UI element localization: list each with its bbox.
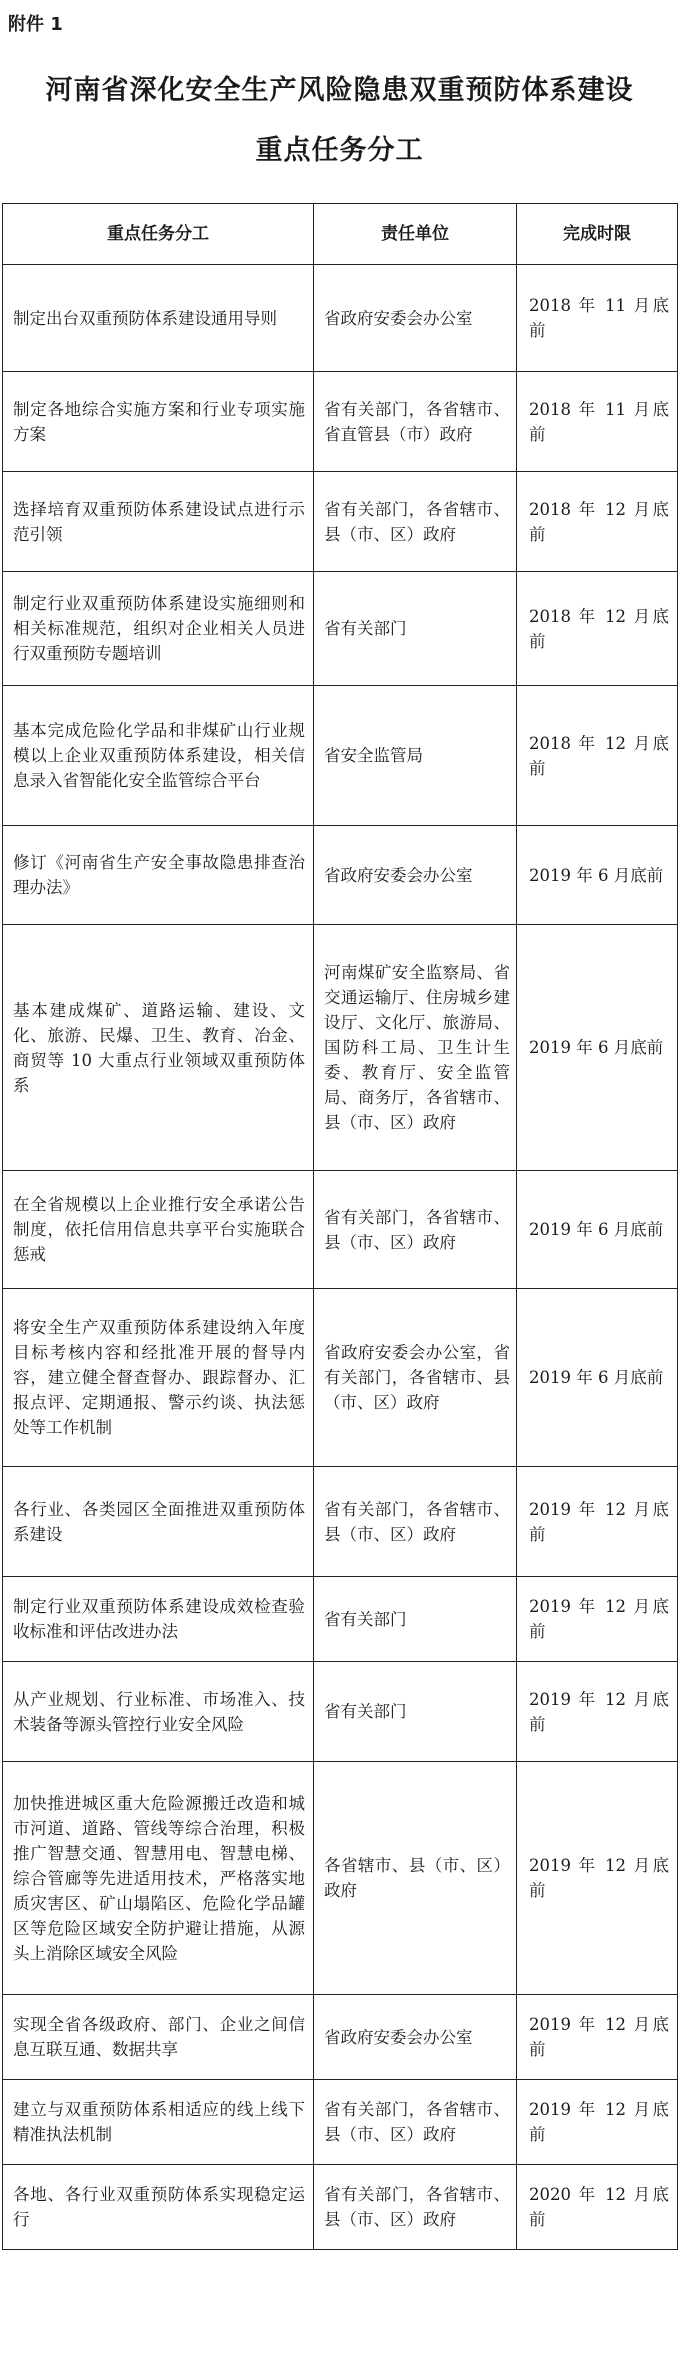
unit-cell: 省政府安委会办公室 bbox=[314, 1995, 517, 2080]
task-cell: 基本建成煤矿、道路运输、建设、文化、旅游、民爆、卫生、教育、冶金、商贸等 10 大重点行业领域双重预防体系 bbox=[3, 925, 314, 1171]
table-row bbox=[3, 1467, 678, 1577]
table-row bbox=[3, 2165, 678, 2250]
deadline-cell: 2019 年 12 月底前 bbox=[517, 1995, 678, 2080]
header-task: 重点任务分工 bbox=[3, 204, 314, 265]
task-cell: 加快推进城区重大危险源搬迁改造和城市河道、道路、管线等综合治理，积极推广智慧交通、智慧用电、智慧电梯、综合管廊等先进适用技术，严格落实地质灾害区、矿山塌陷区、危险化学品罐区等危险区域安全防护避让措施，从源头上消除区域安全风险 bbox=[3, 1762, 314, 1995]
table-row bbox=[3, 372, 678, 472]
table-row bbox=[3, 1662, 678, 1762]
task-cell: 制定各地综合实施方案和行业专项实施方案 bbox=[3, 372, 314, 472]
unit-cell: 省有关部门，各省辖市、县（市、区）政府 bbox=[314, 2165, 517, 2250]
table-row bbox=[3, 686, 678, 826]
document-title-line-1: 河南省深化安全生产风险隐患双重预防体系建设 bbox=[45, 75, 634, 106]
deadline-cell: 2019 年 12 月底前 bbox=[517, 1577, 678, 1662]
deadline-cell: 2020 年 12 月底前 bbox=[517, 2165, 678, 2250]
header-unit: 责任单位 bbox=[314, 204, 517, 265]
task-cell: 制定行业双重预防体系建设实施细则和相关标准规范，组织对企业相关人员进行双重预防专题培训 bbox=[3, 572, 314, 686]
attachment-label: 附件 1 bbox=[8, 14, 63, 35]
unit-cell: 省安全监管局 bbox=[314, 686, 517, 826]
deadline-cell: 2019 年 12 月底前 bbox=[517, 1662, 678, 1762]
table-row bbox=[3, 2080, 678, 2165]
unit-cell: 省政府安委会办公室 bbox=[314, 265, 517, 372]
unit-cell: 省有关部门，各省辖市、县（市、区）政府 bbox=[314, 2080, 517, 2165]
task-cell: 选择培育双重预防体系建设试点进行示范引领 bbox=[3, 472, 314, 572]
unit-cell: 省有关部门，各省辖市、县（市、区）政府 bbox=[314, 472, 517, 572]
table-row bbox=[3, 826, 678, 925]
unit-cell: 省有关部门，各省辖市、县（市、区）政府 bbox=[314, 1171, 517, 1289]
task-cell: 建立与双重预防体系相适应的线上线下精准执法机制 bbox=[3, 2080, 314, 2165]
task-cell: 制定行业双重预防体系建设成效检查验收标准和评估改进办法 bbox=[3, 1577, 314, 1662]
table-row bbox=[3, 265, 678, 372]
task-cell: 实现全省各级政府、部门、企业之间信息互联互通、数据共享 bbox=[3, 1995, 314, 2080]
table-row bbox=[3, 1995, 678, 2080]
table-row bbox=[3, 572, 678, 686]
unit-cell: 省有关部门 bbox=[314, 572, 517, 686]
table-header-row bbox=[3, 204, 678, 265]
table-row bbox=[3, 1577, 678, 1662]
unit-cell: 省有关部门 bbox=[314, 1577, 517, 1662]
deadline-cell: 2019 年 6 月底前 bbox=[517, 1289, 678, 1467]
table-row bbox=[3, 925, 678, 1171]
deadline-cell: 2019 年 6 月底前 bbox=[517, 1171, 678, 1289]
task-cell: 各行业、各类园区全面推进双重预防体系建设 bbox=[3, 1467, 314, 1577]
task-cell: 将安全生产双重预防体系建设纳入年度目标考核内容和经批准开展的督导内容，建立健全督查督办、跟踪督办、汇报点评、定期通报、警示约谈、执法惩处等工作机制 bbox=[3, 1289, 314, 1467]
table-row bbox=[3, 472, 678, 572]
unit-cell: 省政府安委会办公室 bbox=[314, 826, 517, 925]
deadline-cell: 2019 年 12 月底前 bbox=[517, 2080, 678, 2165]
task-cell: 从产业规划、行业标准、市场准入、技术装备等源头管控行业安全风险 bbox=[3, 1662, 314, 1762]
unit-cell: 河南煤矿安全监察局、省交通运输厅、住房城乡建设厅、文化厅、旅游局、国防科工局、卫生计生委、教育厅、安全监管局、商务厅，各省辖市、县（市、区）政府 bbox=[314, 925, 517, 1171]
task-cell: 制定出台双重预防体系建设通用导则 bbox=[3, 265, 314, 372]
task-assignment-table bbox=[2, 203, 678, 2250]
deadline-cell: 2018 年 11 月底前 bbox=[517, 372, 678, 472]
deadline-cell: 2018 年 12 月底前 bbox=[517, 472, 678, 572]
deadline-cell: 2019 年 6 月底前 bbox=[517, 826, 678, 925]
document-title-line-2: 重点任务分工 bbox=[255, 135, 424, 166]
header-deadline: 完成时限 bbox=[517, 204, 678, 265]
unit-cell: 省有关部门 bbox=[314, 1662, 517, 1762]
task-cell: 各地、各行业双重预防体系实现稳定运行 bbox=[3, 2165, 314, 2250]
deadline-cell: 2018 年 12 月底前 bbox=[517, 572, 678, 686]
table-row bbox=[3, 1289, 678, 1467]
unit-cell: 各省辖市、县（市、区）政府 bbox=[314, 1762, 517, 1995]
deadline-cell: 2018 年 12 月底前 bbox=[517, 686, 678, 826]
unit-cell: 省有关部门，各省辖市、省直管县（市）政府 bbox=[314, 372, 517, 472]
task-cell: 基本完成危险化学品和非煤矿山行业规模以上企业双重预防体系建设，相关信息录入省智能化安全监管综合平台 bbox=[3, 686, 314, 826]
deadline-cell: 2018 年 11 月底前 bbox=[517, 265, 678, 372]
deadline-cell: 2019 年 12 月底前 bbox=[517, 1762, 678, 1995]
deadline-cell: 2019 年 12 月底前 bbox=[517, 1467, 678, 1577]
unit-cell: 省有关部门，各省辖市、县（市、区）政府 bbox=[314, 1467, 517, 1577]
task-cell: 在全省规模以上企业推行安全承诺公告制度，依托信用信息共享平台实施联合惩戒 bbox=[3, 1171, 314, 1289]
task-cell: 修订《河南省生产安全事故隐患排查治理办法》 bbox=[3, 826, 314, 925]
deadline-cell: 2019 年 6 月底前 bbox=[517, 925, 678, 1171]
table-row bbox=[3, 1171, 678, 1289]
table-row bbox=[3, 1762, 678, 1995]
unit-cell: 省政府安委会办公室，省有关部门，各省辖市、县（市、区）政府 bbox=[314, 1289, 517, 1467]
